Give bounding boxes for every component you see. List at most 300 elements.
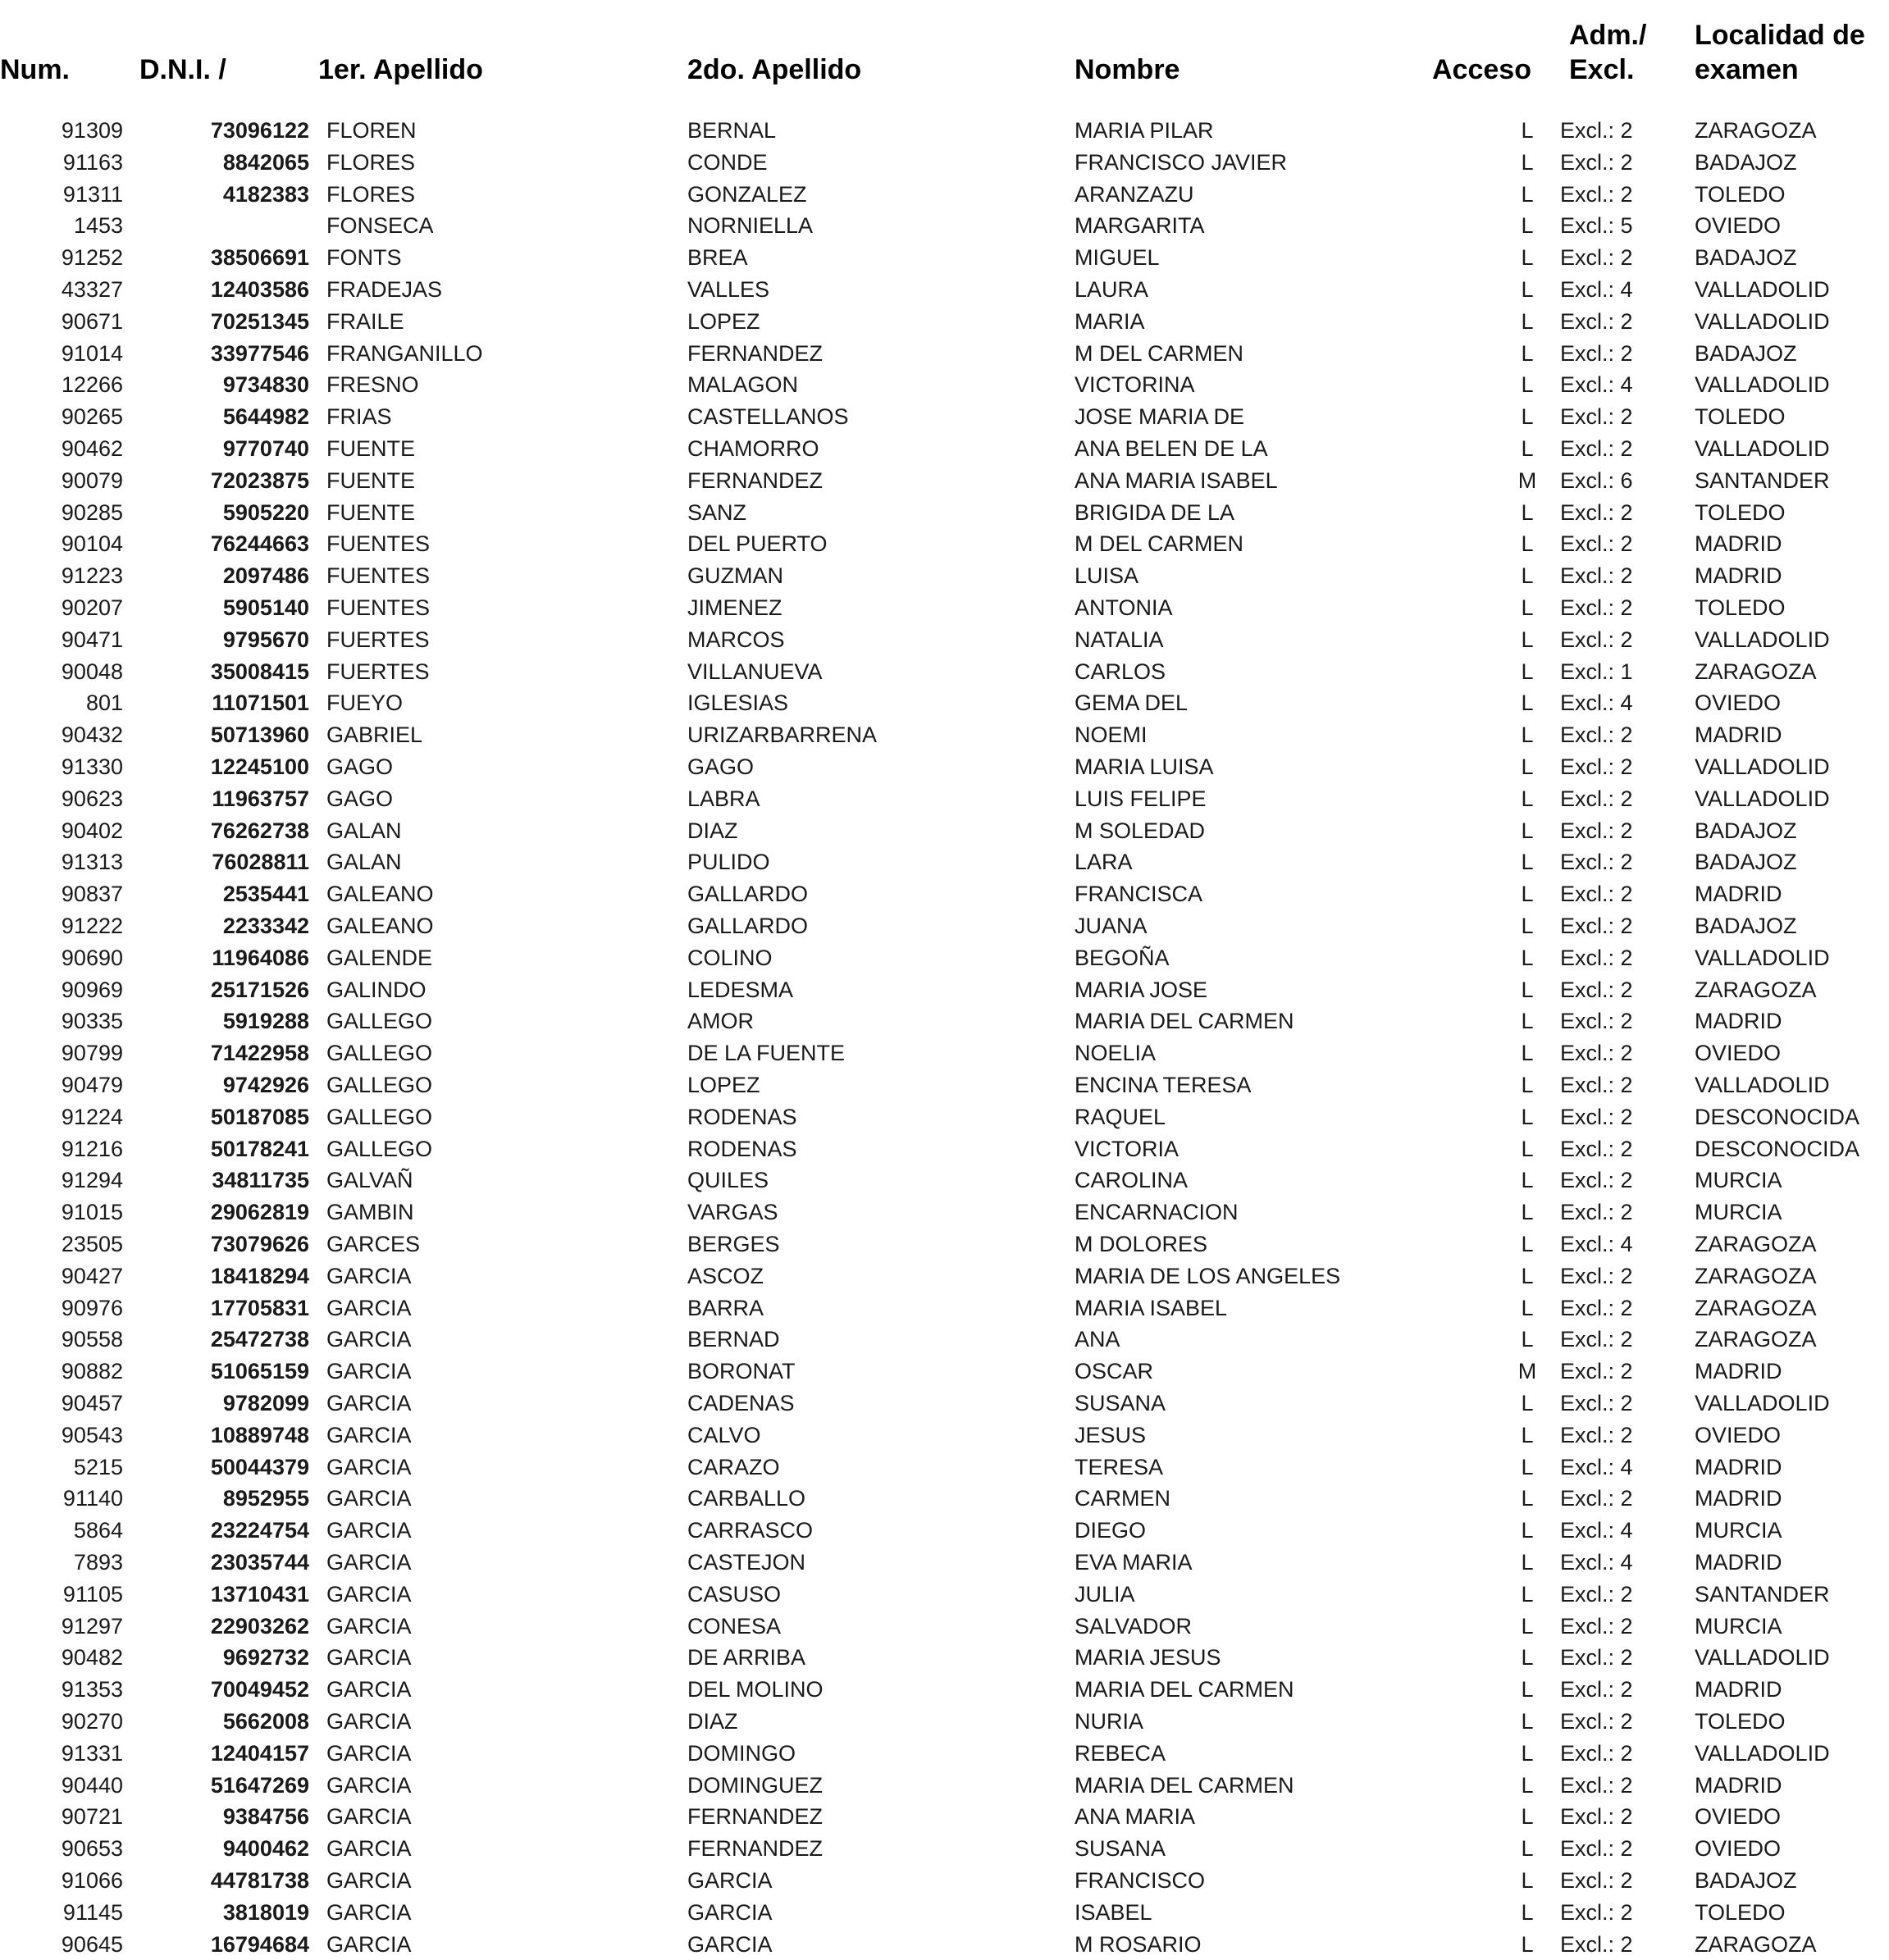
cell-apellido2: GARCIA — [687, 1899, 773, 1925]
cell-nombre: ANA — [1075, 1327, 1120, 1352]
cell-dni: 33977546 — [210, 340, 309, 366]
cell-acceso: L — [1521, 1327, 1534, 1352]
cell-localidad: SANTANDER — [1695, 467, 1830, 493]
cell-nombre: NOEMI — [1075, 722, 1148, 748]
cell-acceso: L — [1521, 595, 1534, 620]
cell-nombre: M SOLEDAD — [1075, 818, 1206, 843]
cell-dni: 12403586 — [210, 277, 309, 302]
cell-num: 90543 — [61, 1422, 123, 1447]
cell-num: 801 — [85, 691, 123, 716]
cell-acceso: L — [1521, 213, 1534, 239]
cell-adm-excl: Excl.: 4 — [1560, 1454, 1633, 1479]
cell-num: 90471 — [61, 627, 123, 652]
cell-acceso: L — [1521, 1899, 1534, 1925]
cell-apellido2: COLINO — [687, 945, 773, 970]
table-row — [0, 1324, 1889, 1356]
cell-acceso: L — [1521, 499, 1534, 525]
cell-apellido2: DEL MOLINO — [687, 1677, 824, 1702]
cell-dni: 9384756 — [222, 1804, 309, 1830]
cell-num: 90623 — [61, 786, 123, 811]
cell-apellido2: CARRASCO — [687, 1518, 814, 1543]
cell-localidad: ZARAGOZA — [1695, 1232, 1817, 1256]
cell-dni: 5905140 — [222, 595, 309, 620]
cell-nombre: LARA — [1075, 850, 1133, 875]
cell-localidad: OVIEDO — [1695, 1041, 1782, 1066]
cell-num: 91015 — [61, 1200, 123, 1225]
cell-apellido2: BERNAL — [687, 118, 777, 143]
cell-acceso: L — [1521, 1200, 1534, 1225]
cell-nombre: VICTORINA — [1075, 372, 1195, 398]
cell-adm-excl: Excl.: 2 — [1560, 1295, 1633, 1320]
cell-nombre: LAURA — [1075, 277, 1149, 302]
cell-apellido2: VARGAS — [687, 1200, 778, 1225]
table-row — [0, 1833, 1889, 1865]
cell-acceso: L — [1521, 1263, 1534, 1288]
cell-apellido2: ASCOZ — [687, 1263, 764, 1288]
cell-acceso: L — [1521, 1518, 1534, 1543]
cell-apellido2: BERNAD — [687, 1327, 780, 1352]
cell-dni: 76028811 — [212, 850, 309, 875]
cell-nombre: MARIA DEL CARMEN — [1075, 1677, 1294, 1702]
cell-apellido1: GARCIA — [326, 1645, 412, 1671]
cell-localidad: MADRID — [1695, 1677, 1782, 1702]
table-row — [0, 465, 1889, 497]
table-row — [0, 1738, 1889, 1770]
cell-apellido2: QUILES — [687, 1168, 769, 1193]
cell-apellido1: GARCIA — [326, 1454, 412, 1479]
cell-dni: 23224754 — [210, 1518, 309, 1543]
cell-apellido1: GARCIA — [326, 1613, 412, 1639]
cell-localidad: VALLADOLID — [1695, 1645, 1830, 1671]
cell-adm-excl: Excl.: 2 — [1560, 1709, 1633, 1734]
table-row — [0, 1133, 1889, 1165]
cell-localidad: MADRID — [1695, 563, 1782, 589]
cell-dni: 2233342 — [222, 914, 309, 938]
cell-acceso: L — [1521, 436, 1534, 461]
cell-acceso: L — [1521, 1486, 1534, 1511]
cell-apellido1: GALLEGO — [326, 1104, 433, 1129]
cell-adm-excl: Excl.: 2 — [1560, 1931, 1633, 1957]
cell-adm-excl: Excl.: 2 — [1560, 1263, 1633, 1288]
cell-apellido1: GARCES — [326, 1232, 421, 1256]
cell-apellido1: GARCIA — [326, 1868, 412, 1893]
cell-nombre: MARGARITA — [1075, 213, 1205, 239]
cell-num: 90079 — [61, 467, 123, 493]
cell-apellido1: GARCIA — [326, 1295, 412, 1320]
cell-acceso: L — [1521, 1931, 1534, 1957]
cell-apellido2: GALLARDO — [687, 914, 809, 938]
cell-apellido1: GALEANO — [326, 914, 434, 938]
table-row — [0, 1611, 1889, 1643]
cell-localidad: DESCONOCIDA — [1695, 1136, 1860, 1161]
cell-localidad: TOLEDO — [1695, 1709, 1786, 1734]
cell-apellido1: GARCIA — [326, 1327, 412, 1352]
table-row — [0, 1579, 1889, 1611]
cell-num: 5864 — [73, 1518, 123, 1543]
table-row — [0, 147, 1889, 179]
cell-num: 43327 — [61, 277, 123, 302]
cell-acceso: L — [1521, 1232, 1534, 1256]
cell-adm-excl: Excl.: 1 — [1560, 659, 1633, 684]
cell-adm-excl: Excl.: 2 — [1560, 754, 1633, 779]
cell-num: 91216 — [61, 1136, 123, 1161]
cell-acceso: L — [1521, 118, 1534, 143]
cell-num: 91252 — [61, 245, 123, 271]
table-row — [0, 306, 1889, 338]
cell-num: 5215 — [73, 1454, 123, 1479]
cell-apellido1: GARCIA — [326, 1359, 412, 1384]
cell-acceso: L — [1521, 563, 1534, 589]
cell-apellido2: CASTEJON — [687, 1550, 806, 1575]
cell-num: 90427 — [61, 1263, 123, 1288]
cell-dni: 11963757 — [212, 786, 309, 811]
cell-nombre: ANTONIA — [1075, 595, 1173, 620]
cell-apellido2: GONZALEZ — [687, 181, 807, 207]
table-row — [0, 1037, 1889, 1069]
cell-dni: 50187085 — [210, 1104, 309, 1129]
cell-localidad: ZARAGOZA — [1695, 1931, 1817, 1957]
cell-adm-excl: Excl.: 2 — [1560, 499, 1633, 525]
cell-adm-excl: Excl.: 2 — [1560, 149, 1633, 175]
cell-apellido2: IGLESIAS — [687, 691, 789, 716]
cell-nombre: ENCARNACION — [1075, 1200, 1239, 1225]
table-row — [0, 338, 1889, 370]
cell-dni: 5662008 — [222, 1709, 309, 1734]
cell-apellido1: FUERTES — [326, 659, 430, 684]
cell-localidad: SANTANDER — [1695, 1581, 1830, 1607]
table-row — [0, 1483, 1889, 1515]
cell-apellido1: GARCIA — [326, 1263, 412, 1288]
cell-apellido1: GALINDO — [326, 977, 427, 1002]
cell-adm-excl: Excl.: 2 — [1560, 1581, 1633, 1607]
cell-num: 90207 — [61, 595, 123, 620]
cell-apellido1: FONSECA — [326, 213, 434, 239]
cell-adm-excl: Excl.: 4 — [1560, 1518, 1633, 1543]
cell-apellido1: FUEYO — [326, 691, 404, 716]
cell-adm-excl: Excl.: 2 — [1560, 1836, 1633, 1862]
cell-nombre: REBECA — [1075, 1740, 1166, 1766]
cell-nombre: LUISA — [1075, 563, 1139, 589]
cell-localidad: MADRID — [1695, 1772, 1782, 1798]
cell-apellido1: GARCIA — [326, 1391, 412, 1415]
cell-apellido2: GARCIA — [687, 1931, 773, 1957]
cell-localidad: BADAJOZ — [1695, 1868, 1797, 1893]
cell-acceso: L — [1521, 277, 1534, 302]
cell-adm-excl: Excl.: 4 — [1560, 1232, 1633, 1256]
cell-num: 90432 — [61, 722, 123, 748]
cell-adm-excl: Excl.: 2 — [1560, 882, 1633, 907]
cell-nombre: CARMEN — [1075, 1486, 1171, 1511]
cell-apellido2: JIMENEZ — [687, 595, 783, 620]
cell-dni: 13710431 — [210, 1581, 309, 1607]
cell-dni: 17705831 — [210, 1295, 309, 1320]
cell-acceso: L — [1521, 1136, 1534, 1161]
cell-num: 91313 — [61, 850, 123, 875]
cell-apellido2: DE ARRIBA — [687, 1645, 806, 1671]
cell-localidad: OVIEDO — [1695, 1804, 1782, 1830]
cell-apellido1: GALLEGO — [326, 1041, 433, 1066]
cell-localidad: ZARAGOZA — [1695, 118, 1817, 143]
cell-nombre: ENCINA TERESA — [1075, 1073, 1252, 1097]
cell-localidad: MADRID — [1695, 1550, 1782, 1575]
cell-num: 91224 — [61, 1104, 123, 1129]
cell-dni: 8952955 — [222, 1486, 309, 1511]
cell-adm-excl: Excl.: 4 — [1560, 277, 1633, 302]
cell-apellido1: GARCIA — [326, 1899, 412, 1925]
cell-dni: 72023875 — [210, 467, 309, 493]
cell-apellido1: GARCIA — [326, 1804, 412, 1830]
cell-adm-excl: Excl.: 2 — [1560, 1740, 1633, 1766]
cell-num: 90671 — [61, 308, 123, 334]
cell-nombre: TERESA — [1075, 1454, 1164, 1479]
cell-nombre: CARLOS — [1075, 659, 1166, 684]
cell-dni: 2097486 — [222, 563, 309, 589]
cell-acceso: L — [1521, 531, 1534, 557]
cell-nombre: SALVADOR — [1075, 1613, 1193, 1639]
cell-num: 91297 — [61, 1613, 123, 1639]
cell-localidad: TOLEDO — [1695, 1899, 1786, 1925]
cell-apellido1: GARCIA — [326, 1518, 412, 1543]
cell-adm-excl: Excl.: 2 — [1560, 1645, 1633, 1671]
cell-apellido2: CARBALLO — [687, 1486, 806, 1511]
table-row — [0, 1005, 1889, 1037]
cell-localidad: BADAJOZ — [1695, 914, 1797, 938]
cell-adm-excl: Excl.: 2 — [1560, 818, 1633, 843]
cell-apellido2: FERNANDEZ — [687, 1804, 824, 1830]
cell-acceso: L — [1521, 1836, 1534, 1862]
cell-dni: 3818019 — [222, 1899, 309, 1925]
cell-nombre: RAQUEL — [1075, 1104, 1166, 1129]
cell-localidad: MADRID — [1695, 882, 1782, 907]
cell-acceso: L — [1521, 149, 1534, 175]
cell-num: 91294 — [61, 1168, 123, 1193]
table-row — [0, 1801, 1889, 1833]
cell-localidad: TOLEDO — [1695, 595, 1786, 620]
cell-apellido2: BREA — [687, 245, 748, 271]
cell-apellido2: LABRA — [687, 786, 760, 811]
cell-localidad: OVIEDO — [1695, 691, 1782, 716]
cell-acceso: L — [1521, 786, 1534, 811]
cell-num: 90440 — [61, 1772, 123, 1798]
cell-apellido1: GAMBIN — [326, 1200, 414, 1225]
table-row — [0, 369, 1889, 401]
cell-dni: 70049452 — [210, 1677, 309, 1702]
cell-adm-excl: Excl.: 2 — [1560, 531, 1633, 557]
cell-acceso: L — [1521, 308, 1534, 334]
cell-localidad: VALLADOLID — [1695, 1073, 1830, 1097]
cell-nombre: NOELIA — [1075, 1041, 1157, 1066]
table-row — [0, 1865, 1889, 1897]
cell-adm-excl: Excl.: 2 — [1560, 118, 1633, 143]
cell-nombre: MARIA JOSE — [1075, 977, 1208, 1002]
cell-acceso: L — [1521, 181, 1534, 207]
cell-num: 91353 — [61, 1677, 123, 1702]
cell-adm-excl: Excl.: 5 — [1560, 213, 1633, 239]
cell-apellido2: LEDESMA — [687, 977, 794, 1002]
cell-apellido1: FRIAS — [326, 404, 392, 430]
cell-dni: 50044379 — [210, 1454, 309, 1479]
cell-apellido1: GARCIA — [326, 1677, 412, 1702]
cell-dni: 73096122 — [210, 118, 309, 143]
cell-apellido2: DIAZ — [687, 1709, 738, 1734]
cell-acceso: L — [1521, 1868, 1534, 1893]
cell-acceso: L — [1521, 1168, 1534, 1193]
cell-apellido2: DE LA FUENTE — [687, 1041, 846, 1066]
cell-apellido2: RODENAS — [687, 1136, 797, 1161]
cell-adm-excl: Excl.: 2 — [1560, 1486, 1633, 1511]
cell-nombre: EVA MARIA — [1075, 1550, 1193, 1575]
cell-adm-excl: Excl.: 2 — [1560, 977, 1633, 1002]
header-acceso: Acceso — [1432, 54, 1531, 85]
table-row — [0, 274, 1889, 306]
cell-nombre: GEMA DEL — [1075, 691, 1189, 716]
cell-dni: 9742926 — [222, 1073, 309, 1097]
cell-adm-excl: Excl.: 2 — [1560, 595, 1633, 620]
cell-num: 90462 — [61, 436, 123, 461]
header-dni: D.N.I. / — [139, 54, 226, 85]
cell-num: 90482 — [61, 1645, 123, 1671]
cell-num: 91309 — [61, 118, 123, 143]
cell-num: 90104 — [61, 531, 123, 557]
cell-dni: 29062819 — [210, 1200, 309, 1225]
cell-apellido2: VILLANUEVA — [687, 659, 823, 684]
cell-apellido2: MARCOS — [687, 627, 785, 652]
cell-acceso: L — [1521, 372, 1534, 398]
cell-num: 90402 — [61, 818, 123, 843]
cell-adm-excl: Excl.: 2 — [1560, 1677, 1633, 1702]
cell-dni: 73079626 — [210, 1232, 309, 1256]
cell-nombre: CAROLINA — [1075, 1168, 1189, 1193]
cell-num: 90558 — [61, 1327, 123, 1352]
cell-acceso: L — [1521, 659, 1534, 684]
cell-acceso: L — [1521, 818, 1534, 843]
cell-dni: 9770740 — [222, 436, 309, 461]
cell-dni: 76244663 — [210, 531, 309, 557]
cell-dni: 9692732 — [222, 1645, 309, 1671]
table-row — [0, 1547, 1889, 1579]
cell-apellido2: FERNANDEZ — [687, 467, 824, 493]
cell-apellido1: FLORES — [326, 181, 416, 207]
cell-adm-excl: Excl.: 2 — [1560, 1073, 1633, 1097]
table-row — [0, 401, 1889, 433]
cell-localidad: ZARAGOZA — [1695, 659, 1817, 684]
cell-adm-excl: Excl.: 2 — [1560, 1359, 1633, 1384]
cell-adm-excl: Excl.: 2 — [1560, 308, 1633, 334]
cell-num: 91105 — [62, 1581, 123, 1607]
cell-adm-excl: Excl.: 2 — [1560, 722, 1633, 748]
cell-apellido1: GARCIA — [326, 1581, 412, 1607]
cell-adm-excl: Excl.: 2 — [1560, 1041, 1633, 1066]
cell-localidad: VALLADOLID — [1695, 945, 1830, 970]
cell-localidad: MADRID — [1695, 1359, 1782, 1384]
table-row — [0, 1674, 1889, 1706]
cell-apellido1: GALLEGO — [326, 1073, 433, 1097]
cell-adm-excl: Excl.: 2 — [1560, 786, 1633, 811]
cell-apellido2: BERGES — [687, 1232, 780, 1256]
cell-nombre: JULIA — [1075, 1581, 1135, 1607]
cell-localidad: VALLADOLID — [1695, 1740, 1830, 1766]
cell-localidad: MADRID — [1695, 531, 1782, 557]
table-row — [0, 1165, 1889, 1197]
cell-dni: 25171526 — [210, 977, 309, 1002]
cell-nombre: M DEL CARMEN — [1075, 340, 1244, 366]
cell-apellido2: NORNIELLA — [687, 213, 814, 239]
cell-apellido2: URIZARBARRENA — [687, 722, 878, 748]
cell-num: 90690 — [61, 945, 123, 970]
cell-apellido2: RODENAS — [687, 1104, 797, 1129]
table-row — [0, 1420, 1889, 1452]
cell-dni: 11964086 — [212, 945, 309, 970]
cell-adm-excl: Excl.: 2 — [1560, 627, 1633, 652]
cell-apellido1: GAGO — [326, 754, 394, 779]
header-adm-line2: Excl. — [1569, 54, 1635, 85]
cell-localidad: VALLADOLID — [1695, 786, 1830, 811]
cell-acceso: L — [1521, 722, 1534, 748]
cell-num: 90335 — [61, 1009, 123, 1034]
cell-localidad: ZARAGOZA — [1695, 1295, 1817, 1320]
table-row — [0, 1101, 1889, 1133]
cell-localidad: MURCIA — [1695, 1518, 1782, 1543]
cell-num: 90270 — [61, 1709, 123, 1734]
cell-dni: 8842065 — [222, 149, 309, 175]
cell-num: 91311 — [62, 181, 123, 207]
cell-adm-excl: Excl.: 2 — [1560, 1327, 1633, 1352]
cell-localidad: MURCIA — [1695, 1613, 1782, 1639]
cell-apellido1: GARCIA — [326, 1486, 412, 1511]
table-row — [0, 560, 1889, 592]
table-row — [0, 1706, 1889, 1738]
cell-nombre: NATALIA — [1075, 627, 1164, 652]
cell-dni: 71422958 — [210, 1041, 309, 1066]
table-row — [0, 497, 1889, 529]
cell-localidad: ZARAGOZA — [1695, 1263, 1817, 1288]
cell-apellido1: GARCIA — [326, 1709, 412, 1734]
cell-num: 91331 — [61, 1740, 123, 1766]
cell-dni: 76262738 — [210, 818, 309, 843]
cell-apellido2: CONDE — [687, 149, 768, 175]
table-row — [0, 528, 1889, 560]
cell-apellido1: FLORES — [326, 149, 416, 175]
cell-num: 90799 — [61, 1041, 123, 1066]
cell-nombre: M DEL CARMEN — [1075, 531, 1244, 557]
cell-nombre: JOSE MARIA DE — [1075, 404, 1245, 430]
cell-localidad: BADAJOZ — [1695, 340, 1797, 366]
cell-apellido2: CASUSO — [687, 1581, 782, 1607]
cell-num: 91163 — [62, 149, 123, 175]
cell-apellido2: LOPEZ — [687, 308, 760, 334]
cell-localidad: OVIEDO — [1695, 213, 1782, 239]
cell-adm-excl: Excl.: 2 — [1560, 1136, 1633, 1161]
cell-num: 90969 — [61, 977, 123, 1002]
table-row — [0, 846, 1889, 878]
cell-apellido2: GARCIA — [687, 1868, 773, 1893]
cell-apellido2: CONESA — [687, 1613, 782, 1639]
cell-dni: 35008415 — [210, 659, 309, 684]
cell-adm-excl: Excl.: 2 — [1560, 1772, 1633, 1798]
cell-apellido1: GALENDE — [326, 945, 433, 970]
cell-num: 90721 — [61, 1804, 123, 1830]
cell-localidad: DESCONOCIDA — [1695, 1104, 1860, 1129]
cell-nombre: MIGUEL — [1075, 245, 1160, 271]
table-row — [0, 1929, 1889, 1960]
table-row — [0, 179, 1889, 211]
cell-acceso: L — [1521, 1709, 1534, 1734]
cell-localidad: VALLADOLID — [1695, 436, 1830, 461]
header-nombre: Nombre — [1075, 54, 1180, 85]
cell-acceso: L — [1521, 1772, 1534, 1798]
table-row — [0, 1356, 1889, 1388]
cell-apellido1: GARCIA — [326, 1422, 412, 1447]
